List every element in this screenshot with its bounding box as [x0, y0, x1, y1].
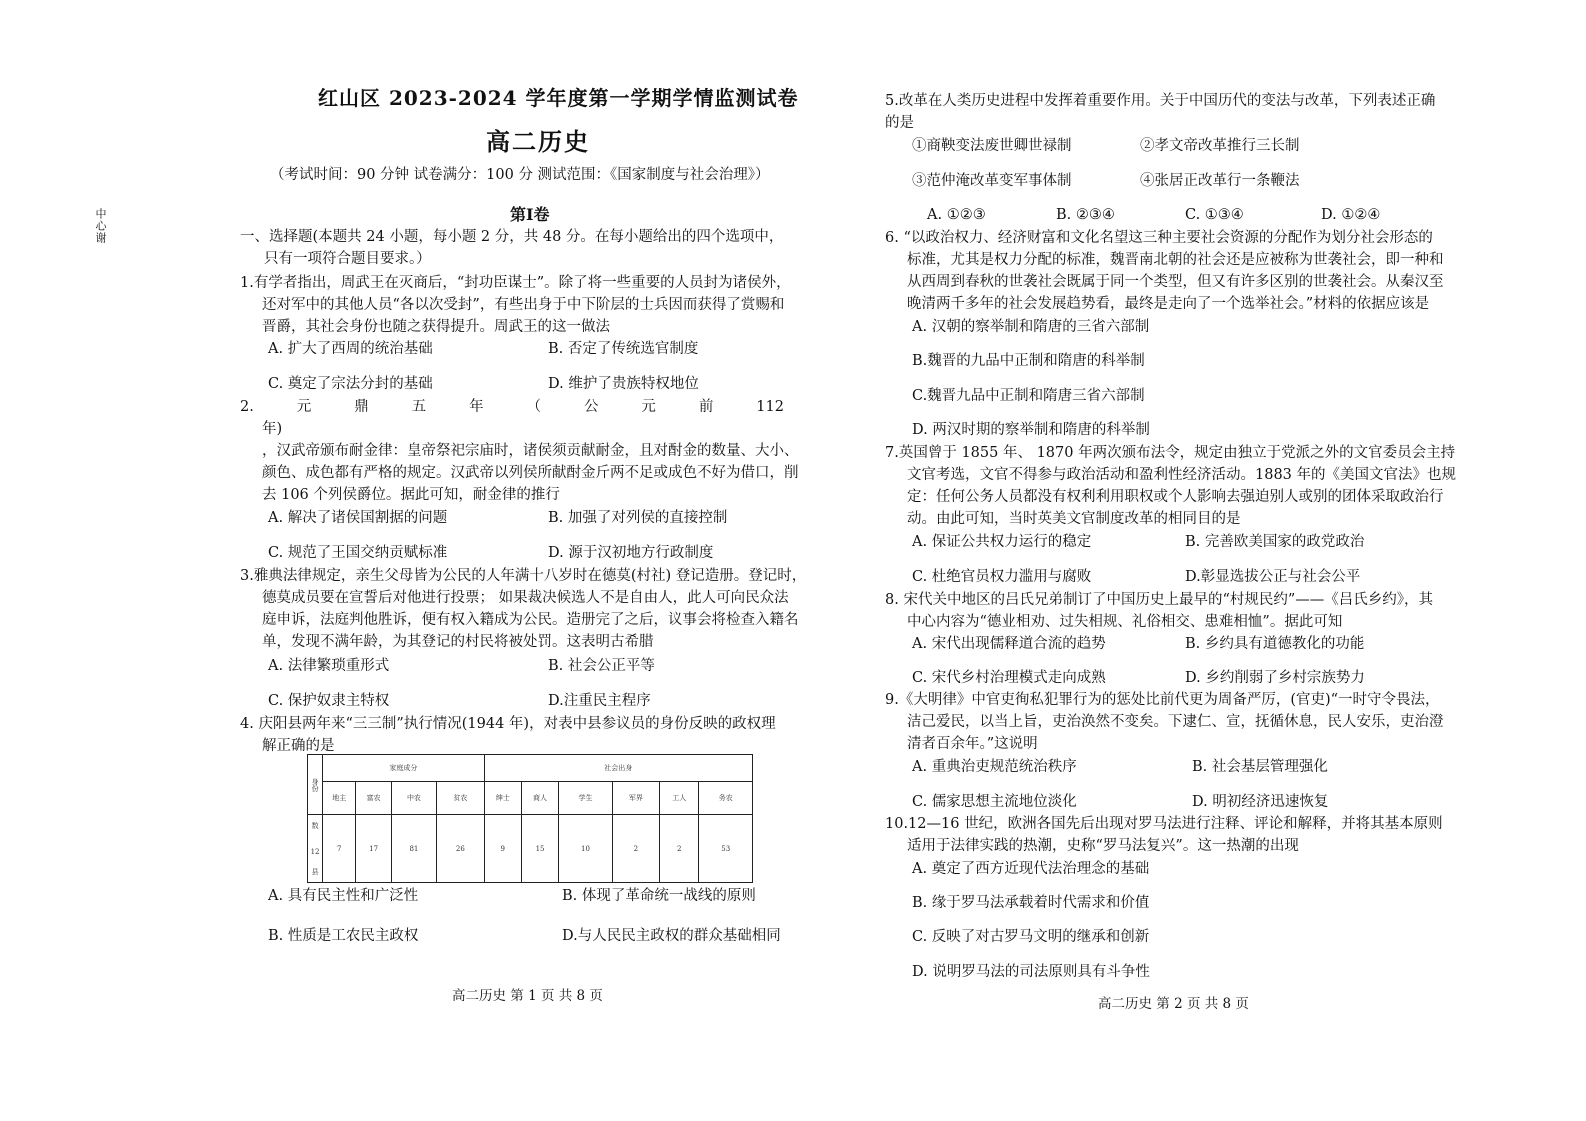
question-2-option-b[interactable]: B. 加强了对列侯的直接控制: [548, 510, 728, 526]
question-4-stem-line-2: 解正确的是: [262, 738, 335, 754]
table-column-header: 中农: [391, 782, 436, 815]
question-10-option-c[interactable]: C. 反映了对古罗马文明的继承和创新: [912, 929, 1150, 945]
table-cell: 7: [323, 815, 356, 883]
question-3-option-a[interactable]: A. 法律繁琐重形式: [268, 658, 390, 674]
table-column-header: 地主: [323, 782, 356, 815]
table-cell: 2: [660, 815, 699, 883]
question-7-stem-line-2: 文官考选，文官不得参与政治活动和盈利性经济活动。1883 年的《美国文官法》也规: [907, 467, 1457, 483]
table-column-header: 绅士: [484, 782, 521, 815]
question-4-option-a[interactable]: A. 具有民主性和广泛性: [268, 888, 419, 904]
question-5-statement-4: ④张居正改革行一条鞭法: [1140, 173, 1300, 189]
question-2-option-a[interactable]: A. 解决了诸侯国割据的问题: [268, 510, 448, 526]
q2-token: 元: [296, 399, 312, 415]
question-9-stem-line-2: 洁己爱民，以当上旨，吏治涣然不变矣。下逮仁、宣，抚循休息，民人安乐，吏治澄: [907, 714, 1444, 730]
table-group-header-social: 社会出身: [484, 755, 752, 782]
q2-token: 2.: [240, 399, 254, 415]
question-1-stem-line-2: 还对军中的其他人员“各以次受封”，有些出身于中下阶层的士兵因而获得了赏赐和: [262, 297, 785, 313]
question-6-stem-line-1: 6. “以政治权力、经济财富和文化名望这三种主要社会资源的分配作为划分社会形态的: [885, 230, 1433, 246]
table-cell: 17: [356, 815, 391, 883]
section-instructions-1: 一、选择题(本题共 24 小题，每小题 2 分，共 48 分。在每小题给出的四个选项中，: [240, 229, 784, 245]
question-2-stem-line-3: ，汉武帝颁布耐金律：皇帝祭祀宗庙时，诸侯须贡献耐金，且对酎金的数量、大小、: [262, 443, 799, 459]
subject-title: 高二历史: [486, 127, 590, 156]
table-column-header: 务农: [699, 782, 753, 815]
question-7-stem-line-3: 定：任何公务人员都没有权利利用职权或个人影响去强迫别人或别的团体采取政治行: [907, 489, 1444, 505]
question-3-stem-line-2: 德莫成员要在宣誓后对他进行投票； 如果裁决候选人不是自由人，此人可向民众法: [262, 590, 789, 606]
table-cell: 10: [559, 815, 612, 883]
q2-token: 112: [756, 399, 784, 415]
q2-token: 年: [469, 399, 484, 415]
exam-title: 红山区 2023-2024 学年度第一学期学情监测试卷: [318, 86, 799, 110]
table-column-header: 工人: [660, 782, 699, 815]
question-5-statement-2: ②孝文帝改革推行三长制: [1140, 138, 1300, 154]
row-label-part: 县: [311, 867, 319, 876]
binding-margin-note: 中心谢: [94, 208, 107, 244]
question-3-option-c[interactable]: C. 保护奴隶主特权: [268, 693, 390, 709]
question-8-stem-line-2: 中心内容为“德业相劝、过失相规、礼俗相交、患难相恤”。据此可知: [907, 614, 1343, 630]
question-7-option-d[interactable]: D.彰显选拔公正与社会公平: [1185, 569, 1361, 585]
question-7-stem-line-1: 7.英国曾于 1855 年、 1870 年两次颁布法令，规定由独立于党派之外的文官委员会主持: [885, 445, 1456, 461]
question-6-stem-line-3: 从西周到春秋的世袭社会既属于同一个类型，但又有许多区别的世袭社会。从秦汉至: [907, 274, 1444, 290]
question-10-option-b[interactable]: B. 缘于罗马法承载着时代需求和价值: [912, 895, 1150, 911]
question-2-option-c[interactable]: C. 规范了王国交纳贡赋标准: [268, 545, 448, 561]
question-3-stem-line-1: 3.雅典法律规定，亲生父母皆为公民的人年满十八岁时在德莫(村社) 登记造册。登记时，: [240, 568, 807, 584]
question-7-option-b[interactable]: B. 完善欧美国家的政党政治: [1185, 534, 1365, 550]
question-9-stem-line-1: 9.《大明律》中官吏徇私犯罪行为的惩处比前代更为周备严厉，(官吏)“一时守令畏法，: [885, 692, 1440, 708]
question-5-option-d[interactable]: D. ①②④: [1321, 207, 1381, 223]
question-3-stem-line-3: 庭申诉，法庭判他胜诉，便有权入籍成为公民。造册完了之后，议事会将检查入籍名: [262, 612, 799, 628]
page-footer-left: 高二历史 第 1 页 共 8 页: [452, 988, 603, 1004]
question-6-option-d[interactable]: D. 两汉时期的察举制和隋唐的科举制: [912, 422, 1150, 438]
row-label-part: 12: [310, 847, 320, 856]
question-6-option-a[interactable]: A. 汉朝的察举制和隋唐的三省六部制: [912, 319, 1150, 335]
section-instructions-2: 只有一项符合题目要求。）: [264, 251, 431, 267]
q2-token: 元: [641, 399, 656, 415]
table-cell: 53: [699, 815, 753, 883]
question-9-option-c[interactable]: C. 儒家思想主流地位淡化: [912, 794, 1077, 810]
question-10-stem-line-2: 适用于法律实践的热潮，史称“罗马法复兴”。这一热潮的出现: [907, 838, 1299, 854]
row-label-part: 数: [311, 821, 319, 830]
question-1-option-c[interactable]: C. 奠定了宗法分封的基础: [268, 376, 433, 392]
table-column-header: 学生: [559, 782, 612, 815]
table-cell: 26: [437, 815, 484, 883]
question-10-stem-line-1: 10.12—16 世纪，欧洲各国先后出现对罗马法进行注释、评论和解释，并将其基本原则: [885, 816, 1443, 832]
question-2-stem-line-2: 年): [262, 421, 283, 437]
question-10-option-a[interactable]: A. 奠定了西方近现代法治理念的基础: [912, 861, 1150, 877]
table-column-header: 富农: [356, 782, 391, 815]
question-6-stem-line-2: 标准，尤其是权力分配的标准，魏晋南北朝的社会还是应被称为世袭社会，即一种和: [907, 252, 1444, 268]
question-8-stem-line-1: 8. 宋代关中地区的吕氏兄弟制订了中国历史上最早的“村规民约”——《吕氏乡约》，其: [885, 592, 1434, 608]
question-9-option-b[interactable]: B. 社会基层管理强化: [1192, 759, 1328, 775]
question-5-option-c[interactable]: C. ①③④: [1185, 207, 1244, 223]
question-2-stem-line-5: 去 106 个列侯爵位。据此可知，耐金律的推行: [262, 487, 560, 503]
question-1-option-b[interactable]: B. 否定了传统选官制度: [548, 341, 699, 357]
q2-token: 公: [583, 399, 599, 415]
question-7-option-c[interactable]: C. 杜绝官员权力滥用与腐败: [912, 569, 1092, 585]
exam-info: （考试时间：90 分钟 试卷满分：100 分 测试范围：《国家制度与社会治理》）: [270, 167, 770, 183]
question-1-option-d[interactable]: D. 维护了贵族特权地位: [548, 376, 699, 392]
q2-token: 鼎: [354, 399, 369, 415]
section-heading: 第Ⅰ卷: [510, 205, 550, 224]
question-5-option-a[interactable]: A. ①②③: [927, 207, 986, 223]
question-2-stem-line-1: [240, 396, 784, 418]
question-2-stem-line-4: 颜色、成色都有严格的规定。汉武帝以列侯所献酎金斤两不足或成色不好为借口，削: [262, 465, 799, 481]
question-6-stem-line-4: 晚清两千多年的社会发展趋势看，最终是走向了一个选举社会。”材料的依据应该是: [907, 296, 1430, 312]
table-cell: 9: [484, 815, 521, 883]
question-9-option-a[interactable]: A. 重典治吏规范统治秩序: [912, 759, 1077, 775]
question-7-stem-line-4: 动。由此可知，当时英美文官制度改革的相同目的是: [907, 511, 1241, 527]
question-8-option-d[interactable]: D. 乡约削弱了乡村宗族势力: [1185, 670, 1365, 686]
question-1-stem-line-3: 晋爵，其社会身份也随之获得提升。周武王的这一做法: [262, 319, 610, 335]
question-10-option-d[interactable]: D. 说明罗马法的司法原则具有斗争性: [912, 964, 1150, 980]
question-1-option-a[interactable]: A. 扩大了西周的统治基础: [268, 341, 433, 357]
question-3-option-d[interactable]: D.注重民主程序: [548, 693, 651, 709]
table-row-label: [308, 815, 323, 883]
table-column-header: 贫农: [437, 782, 484, 815]
question-4-option-c[interactable]: B. 性质是工农民主政权: [268, 928, 419, 944]
question-5-stem-line-1: 5.改革在人类历史进程中发挥着重要作用。关于中国历代的变法与改革，下列表述正确: [885, 93, 1436, 109]
council-member-table: [307, 754, 753, 883]
table-corner-cell: 身份: [308, 755, 323, 815]
question-5-statement-3: ③范仲淹改革变军事体制: [912, 173, 1072, 189]
question-9-option-d[interactable]: D. 明初经济迅速恢复: [1192, 794, 1329, 810]
table-column-header: 军界: [612, 782, 659, 815]
question-3-stem-line-4: 单，发现不满年龄，为其登记的村民将被处罚。这表明古希腊: [262, 634, 654, 650]
table-cell: 81: [391, 815, 436, 883]
table-cell: 2: [612, 815, 659, 883]
question-2-option-d[interactable]: D. 源于汉初地方行政制度: [548, 545, 714, 561]
question-8-option-a[interactable]: A. 宋代出现儒释道合流的趋势: [912, 636, 1106, 652]
table-group-header-family: 家庭成分: [323, 755, 484, 782]
question-4-option-b[interactable]: B. 体现了革命统一战线的原则: [562, 888, 756, 904]
question-6-option-c[interactable]: C.魏晋九品中正制和隋唐三省六部制: [912, 388, 1145, 404]
q2-token: 五: [411, 399, 427, 415]
question-7-option-a[interactable]: A. 保证公共权力运行的稳定: [912, 534, 1092, 550]
question-3-option-b[interactable]: B. 社会公正平等: [548, 658, 655, 674]
table-cell: 15: [521, 815, 558, 883]
question-5-option-b[interactable]: B. ②③④: [1056, 207, 1115, 223]
table-column-header: 商人: [521, 782, 558, 815]
q2-token: 前: [698, 399, 714, 415]
question-6-option-b[interactable]: B.魏晋的九品中正制和隋唐的科举制: [912, 353, 1145, 369]
page-footer-right: 高二历史 第 2 页 共 8 页: [1098, 996, 1249, 1012]
question-8-option-c[interactable]: C. 宋代乡村治理模式走向成熟: [912, 670, 1106, 686]
question-9-stem-line-3: 清者百余年。”这说明: [907, 736, 1038, 752]
question-1-stem-line-1: 1.有学者指出，周武王在灭商后，“封功臣谋士”。除了将一些重要的人员封为诸侯外，: [240, 275, 791, 291]
question-4-option-d[interactable]: D.与人民民主政权的群众基础相同: [562, 928, 781, 944]
question-5-statement-1: ①商鞅变法废世卿世禄制: [912, 138, 1072, 154]
question-4-stem-line-1: 4. 庆阳县两年来“三三制”执行情况(1944 年)，对表中县参议员的身份反映的政权理: [240, 716, 776, 732]
question-5-stem-line-2: 的是: [885, 115, 914, 131]
q2-token: （: [526, 399, 542, 415]
question-8-option-b[interactable]: B. 乡约具有道德教化的功能: [1185, 636, 1365, 652]
